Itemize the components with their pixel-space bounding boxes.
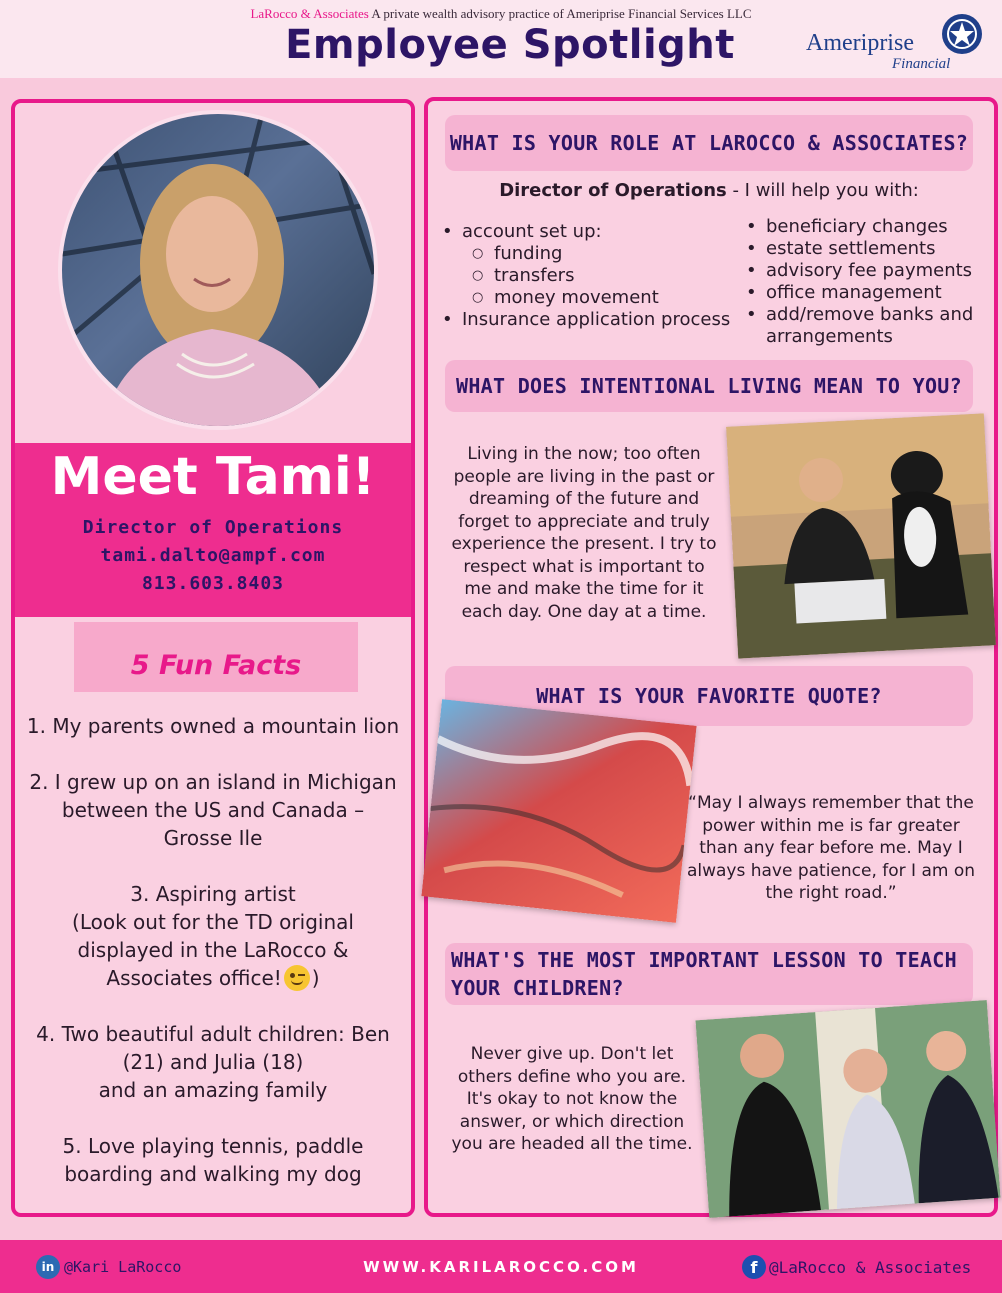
dog-photo-illustration (726, 413, 996, 658)
living-text: Living in the now; too often people are living in the past or dreaming of the future and forget to appreciate and truly experience the present. I try to respect what is important to me and make the time for it each day. One day at a time. (451, 444, 717, 622)
star-badge-icon (940, 12, 984, 56)
logo-word: Ameriprise (806, 30, 914, 56)
logo-sub: Financial (892, 56, 951, 72)
facebook-handle: @LaRocco & Associates (769, 1257, 972, 1277)
list-item: • beneficiary changes (744, 216, 984, 238)
painting-photo (421, 699, 696, 923)
profile-phone[interactable]: 813.603.8403 (141, 573, 285, 594)
wink-emoji-icon (284, 965, 310, 991)
list-item: • office management (744, 282, 984, 304)
role-list-right (744, 216, 984, 348)
list-item: • Insurance application process (440, 309, 740, 331)
meet-title: Meet Tami! (50, 447, 376, 507)
facebook-link[interactable] (742, 1255, 971, 1279)
lesson-text: Never give up. Don't let others define who you are. It's okay to not know the answer, or which direction you are headed all the time. (451, 1044, 693, 1154)
painting-illustration (421, 699, 696, 923)
portrait-illustration (62, 114, 374, 426)
fun-fact-item: 4. Two beautiful adult children: Ben (21) and Julia (18) and an amazing family (36, 1022, 390, 1102)
dog-photo (726, 413, 996, 658)
profile-photo (62, 114, 374, 426)
linkedin-icon: in (36, 1255, 60, 1279)
profile-role: Director of Operations (82, 517, 344, 538)
list-subitem: ○ transfers (440, 265, 740, 287)
list-item: • account set up: (440, 221, 740, 243)
tagline-firm: LaRocco & Associates (250, 6, 369, 21)
list-item: • advisory fee payments (744, 260, 984, 282)
fun-facts-heading-box (74, 622, 358, 692)
fun-fact-item: 1. My parents owned a mountain lion (26, 714, 400, 738)
fun-fact-text: 3. Aspiring artist (Look out for the TD original displayed in the LaRocco & Associates office! (72, 882, 354, 990)
page-title: Employee Spotlight (285, 22, 735, 68)
role-heading: WHAT IS YOUR ROLE AT LAROCCO & ASSOCIATES? (445, 115, 973, 171)
list-item: • estate settlements (744, 238, 984, 260)
profile-email[interactable]: tami.dalto@ampf.com (100, 545, 326, 566)
family-photo-illustration (695, 1000, 1000, 1218)
role-title-bold: Director of Operations (499, 180, 727, 201)
living-heading: WHAT DOES INTENTIONAL LIVING MEAN TO YOU? (445, 360, 973, 412)
fun-fact-item: 5. Love playing tennis, paddle boarding and walking my dog (62, 1134, 364, 1186)
fun-fact-item: 2. I grew up on an island in Michigan between the US and Canada – Grosse Ile (29, 770, 397, 850)
role-list-left (440, 221, 740, 331)
website-link[interactable]: WWW.KARILAROCCO.COM (363, 1258, 639, 1276)
fun-facts-list (15, 712, 411, 1216)
list-subitem: ○ money movement (440, 287, 740, 309)
page-footer (0, 1240, 1002, 1293)
page-header (0, 0, 1002, 78)
tagline-text: A private wealth advisory practice of Ameriprise Financial Services LLC (371, 6, 752, 21)
fun-fact-end: ) (311, 966, 320, 990)
quote-text: “May I always remember that the power within me is far greater than any fear before me. May I always have patience, for I am on the right road.” (686, 793, 976, 903)
role-title (445, 180, 973, 201)
lesson-heading: WHAT'S THE MOST IMPORTANT LESSON TO TEACH YOUR CHILDREN? (445, 943, 973, 1005)
role-title-rest: - I will help you with: (726, 180, 919, 201)
fun-fact-item-3 (15, 880, 411, 992)
profile-photo-frame (58, 110, 378, 430)
ameriprise-logo (806, 12, 986, 72)
meet-card (15, 443, 411, 617)
family-photo (695, 1000, 1000, 1218)
facebook-icon: f (742, 1255, 766, 1279)
linkedin-handle: @Kari LaRocco (64, 1258, 182, 1276)
list-subitem: ○ funding (440, 243, 740, 265)
quote-heading: WHAT IS YOUR FAVORITE QUOTE? (445, 666, 973, 726)
fun-facts-title: 5 Fun Facts (130, 650, 302, 681)
list-item: • add/remove banks and arrangements (744, 304, 984, 348)
